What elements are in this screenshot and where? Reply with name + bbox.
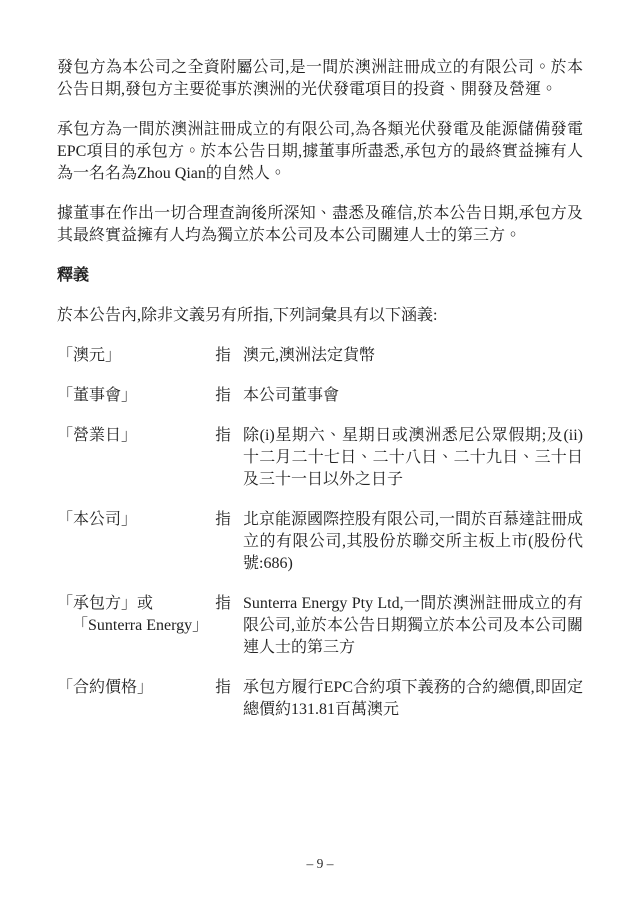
- definition-term: [57, 385, 215, 407]
- definition-connector: 指: [215, 679, 232, 696]
- definition-text: 澳元,澳洲法定貨幣: [243, 347, 376, 364]
- definition-term-text: 「合約價格」: [57, 679, 154, 696]
- definition-term: [57, 509, 215, 575]
- definition-term-text: 「本公司」: [57, 511, 138, 528]
- definition-row-business-day: [57, 425, 583, 491]
- definition-connector: 指: [215, 387, 232, 404]
- definition-row-contract-price: [57, 677, 583, 721]
- paragraph-employer-description: 發包方為本公司之全資附屬公司,是一間於澳洲註冊成立的有限公司。於本公告日期,發包方主要從事於澳洲的光伏發電項目的投資、開發及營運。: [57, 59, 583, 98]
- definition-text: Sunterra Energy Pty Ltd,一間於澳洲註冊成立的有限公司,並於本公告日期獨立於本公司及本公司關連人士的第三方: [243, 595, 584, 656]
- definition-text: 北京能源國際控股有限公司,一間於百慕達註冊成立的有限公司,其股份於聯交所主板上市(股份代號:686): [243, 511, 584, 572]
- definition-term-text: 「營業日」: [57, 427, 138, 444]
- definition-term: [57, 425, 215, 491]
- definitions-intro: 於本公告內,除非文義另有所指,下列詞彙具有以下涵義:: [57, 307, 438, 324]
- definition-row-contractor: [57, 593, 583, 659]
- page-number: – 9 –: [306, 856, 334, 871]
- paragraph-contractor-description: 承包方為一間於澳洲註冊成立的有限公司,為各類光伏發電及能源儲備發電EPC項目的承包方。於本公告日期,據董事所盡悉,承包方的最終實益擁有人為一名名為Zhou Qian的自然人。: [57, 121, 583, 182]
- definition-connector: 指: [215, 347, 232, 364]
- definition-term-text: 「承包方」或: [57, 595, 154, 612]
- paragraph-independence-confirmation: 據董事在作出一切合理查詢後所深知、盡悉及確信,於本公告日期,承包方及其最終實益擁有人均為獨立於本公司及本公司關連人士的第三方。: [57, 205, 583, 244]
- definition-term-text: 「澳元」: [57, 347, 122, 364]
- definition-connector: 指: [215, 511, 232, 528]
- definition-connector: 指: [215, 427, 232, 444]
- definition-term-text-line2: 「Sunterra Energy」: [72, 617, 209, 634]
- definition-term-text: 「董事會」: [57, 387, 138, 404]
- definition-row-board: [57, 385, 583, 407]
- definition-text: 除(i)星期六、星期日或澳洲悉尼公眾假期;及(ii)十二月二十七日、二十八日、二十九日、三十日及三十一日以外之日子: [243, 427, 583, 488]
- definition-term: [57, 593, 215, 659]
- definitions-list: [57, 345, 583, 721]
- definition-term: [57, 677, 215, 721]
- definition-text: 承包方履行EPC合約項下義務的合約總價,即固定總價約131.81百萬澳元: [243, 679, 583, 718]
- definition-connector: 指: [215, 595, 232, 612]
- definitions-heading: 釋義: [57, 267, 90, 284]
- definition-row-company: [57, 509, 583, 575]
- definition-text: 本公司董事會: [243, 387, 340, 404]
- definition-term: [57, 345, 215, 367]
- definition-row-aud: [57, 345, 583, 367]
